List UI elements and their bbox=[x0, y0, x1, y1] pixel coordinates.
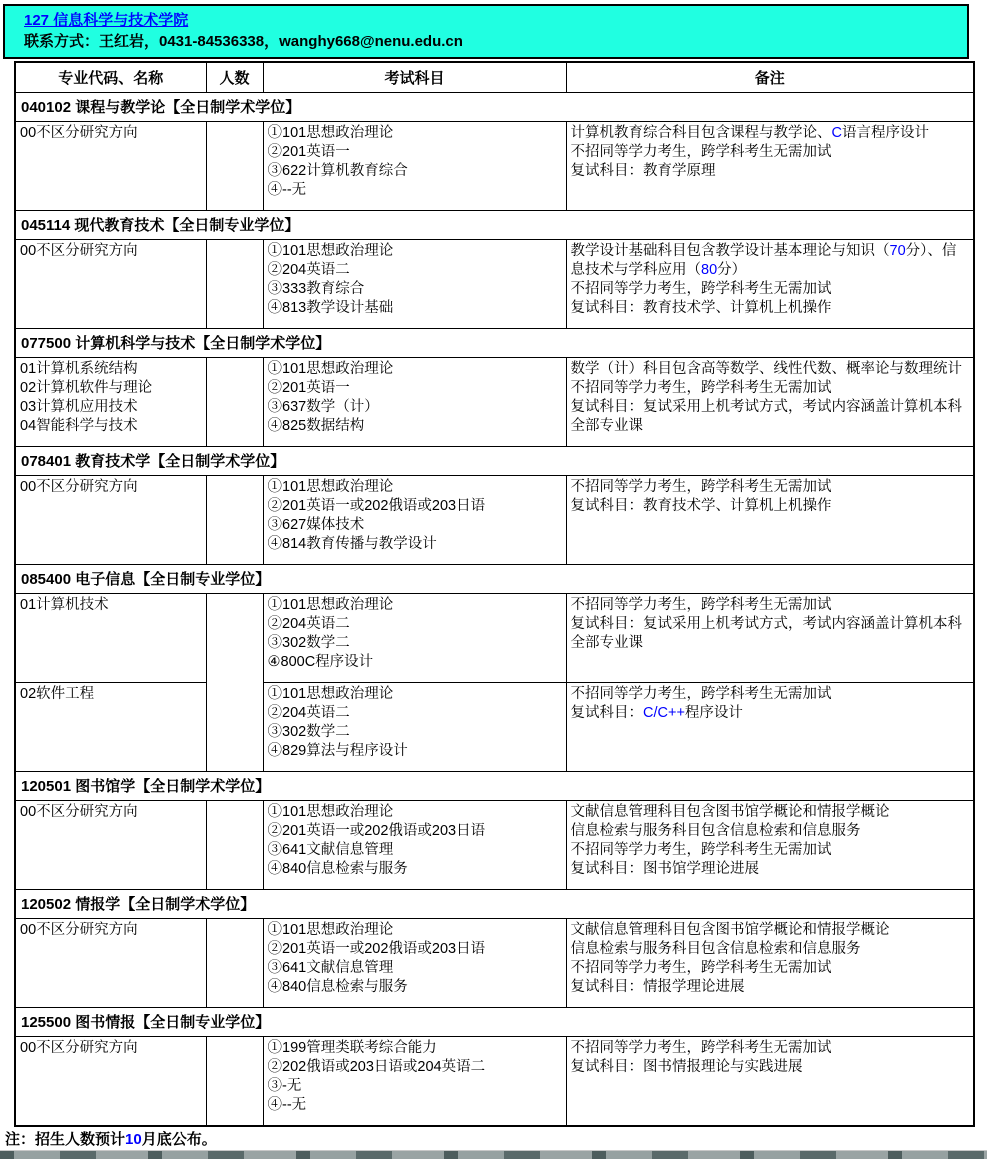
section-header-row bbox=[15, 329, 974, 358]
text-line: ①101思想政治理论 bbox=[267, 597, 394, 613]
exam-subjects-cell bbox=[263, 801, 566, 890]
program-row bbox=[15, 1037, 974, 1127]
enrollment-count-cell bbox=[206, 1037, 263, 1127]
text-line: ①101思想政治理论 bbox=[267, 243, 394, 259]
text-line: 01计算机系统结构 bbox=[20, 361, 138, 377]
text-line: 02计算机软件与理论 bbox=[20, 380, 153, 396]
program-row bbox=[15, 476, 974, 565]
research-directions-cell bbox=[15, 476, 206, 565]
exam-subjects-cell bbox=[263, 358, 566, 447]
research-directions-cell bbox=[15, 1037, 206, 1127]
text-line: ③637数学（计） bbox=[267, 399, 379, 415]
text-line: ④--无 bbox=[267, 182, 307, 198]
remarks-cell bbox=[566, 240, 974, 329]
column-header-program: 专业代码、名称 bbox=[15, 62, 206, 93]
section-title: 120502 情报学【全日制学术学位】 bbox=[15, 890, 974, 919]
section-header-row bbox=[15, 565, 974, 594]
text-line: ③302数学二 bbox=[267, 724, 350, 740]
program-row bbox=[15, 594, 974, 683]
text-line: 不招同等学力考生，跨学科考生无需加试 bbox=[570, 1040, 832, 1056]
text-line: 复试科目：复试采用上机考试方式，考试内容涵盖计算机本科全部专业课 bbox=[570, 616, 962, 651]
research-directions-cell bbox=[15, 358, 206, 447]
text-line: ④813教学设计基础 bbox=[267, 300, 394, 316]
text-line: ③627媒体技术 bbox=[267, 517, 365, 533]
text-line: ①101思想政治理论 bbox=[267, 804, 394, 820]
column-header-count: 人数 bbox=[206, 62, 263, 93]
text-line: 注：招生人数预计10月底公布。 bbox=[5, 1131, 217, 1148]
text-line: ②201英语一 bbox=[267, 380, 350, 396]
remarks-cell bbox=[566, 919, 974, 1008]
exam-subjects-cell bbox=[263, 683, 566, 772]
text-line: 不招同等学力考生，跨学科考生无需加试 bbox=[570, 281, 832, 297]
section-header-row bbox=[15, 890, 974, 919]
text-line: 不招同等学力考生，跨学科考生无需加试 bbox=[570, 960, 832, 976]
exam-subjects-cell bbox=[263, 594, 566, 683]
column-header-remarks: 备注 bbox=[566, 62, 974, 93]
section-title: 077500 计算机科学与技术【全日制学术学位】 bbox=[15, 329, 974, 358]
research-directions-cell bbox=[15, 801, 206, 890]
remarks-cell bbox=[566, 801, 974, 890]
text-line: ①101思想政治理论 bbox=[267, 922, 394, 938]
text-line: 不招同等学力考生，跨学科考生无需加试 bbox=[570, 686, 832, 702]
text-line: 不招同等学力考生，跨学科考生无需加试 bbox=[570, 479, 832, 495]
text-line: 复试科目：图书情报理论与实践进展 bbox=[570, 1059, 803, 1075]
section-title: 078401 教育技术学【全日制学术学位】 bbox=[15, 447, 974, 476]
text-line: 00不区分研究方向 bbox=[20, 1040, 138, 1056]
text-line: ①101思想政治理论 bbox=[267, 361, 394, 377]
section-title: 120501 图书馆学【全日制学术学位】 bbox=[15, 772, 974, 801]
section-title: 045114 现代教育技术【全日制专业学位】 bbox=[15, 211, 974, 240]
program-row bbox=[15, 358, 974, 447]
enrollment-count-cell bbox=[206, 240, 263, 329]
section-header-row bbox=[15, 772, 974, 801]
text-line: 复试科目：教育技术学、计算机上机操作 bbox=[570, 498, 832, 514]
text-line: ①101思想政治理论 bbox=[267, 686, 394, 702]
text-line: ②201英语一或202俄语或203日语 bbox=[267, 823, 486, 839]
enrollment-count-cell bbox=[206, 801, 263, 890]
table-header bbox=[15, 62, 974, 93]
text-line: ②204英语二 bbox=[267, 262, 350, 278]
admissions-table bbox=[14, 61, 975, 1127]
text-line: ③641文献信息管理 bbox=[267, 842, 394, 858]
text-line: ④829算法与程序设计 bbox=[267, 743, 408, 759]
text-line: ①101思想政治理论 bbox=[267, 479, 394, 495]
section-header-row bbox=[15, 93, 974, 122]
text-line: 02软件工程 bbox=[20, 686, 95, 702]
text-line: 复试科目：情报学理论进展 bbox=[570, 979, 745, 995]
research-directions-cell bbox=[15, 122, 206, 211]
admissions-table-body bbox=[15, 93, 974, 1127]
exam-subjects-cell bbox=[263, 122, 566, 211]
section-title: 085400 电子信息【全日制专业学位】 bbox=[15, 565, 974, 594]
text-line: 00不区分研究方向 bbox=[20, 125, 138, 141]
text-line: ④840信息检索与服务 bbox=[267, 979, 408, 995]
section-header-row bbox=[15, 1008, 974, 1037]
text-line: ①101思想政治理论 bbox=[267, 125, 394, 141]
exam-subjects-cell bbox=[263, 919, 566, 1008]
text-line: 00不区分研究方向 bbox=[20, 804, 138, 820]
section-header-row bbox=[15, 211, 974, 240]
text-line: 复试科目：图书馆学理论进展 bbox=[570, 861, 759, 877]
remarks-cell bbox=[566, 122, 974, 211]
text-line: ④800C程序设计 bbox=[267, 654, 374, 670]
text-line: ②201英语一或202俄语或203日语 bbox=[267, 941, 486, 957]
text-line: 00不区分研究方向 bbox=[20, 922, 138, 938]
text-line: ②204英语二 bbox=[267, 616, 350, 632]
enrollment-count-cell bbox=[206, 919, 263, 1008]
text-line: 04智能科学与技术 bbox=[20, 418, 138, 434]
text-line: ④--无 bbox=[267, 1097, 307, 1113]
table-header-row bbox=[15, 62, 974, 93]
program-row bbox=[15, 683, 974, 772]
footnote bbox=[5, 1130, 987, 1149]
college-link[interactable]: 127 信息科学与技术学院 bbox=[24, 12, 189, 29]
text-line: 信息检索与服务科目包含信息检索和信息服务 bbox=[570, 823, 861, 839]
text-line: ①199管理类联考综合能力 bbox=[267, 1040, 437, 1056]
text-line: ④814教育传播与教学设计 bbox=[267, 536, 437, 552]
text-line: 复试科目：C/C++程序设计 bbox=[570, 705, 743, 721]
exam-subjects-cell bbox=[263, 476, 566, 565]
research-directions-cell bbox=[15, 240, 206, 329]
text-line: ④840信息检索与服务 bbox=[267, 861, 408, 877]
enrollment-count-cell bbox=[206, 476, 263, 565]
text-line: ②201英语一或202俄语或203日语 bbox=[267, 498, 486, 514]
text-line: ②202俄语或203日语或204英语二 bbox=[267, 1059, 486, 1075]
research-directions-cell bbox=[15, 594, 206, 683]
text-line: 复试科目：教育学原理 bbox=[570, 163, 716, 179]
enrollment-count-cell bbox=[206, 358, 263, 447]
text-line: ③302数学二 bbox=[267, 635, 350, 651]
section-title: 040102 课程与教学论【全日制学术学位】 bbox=[15, 93, 974, 122]
enrollment-count-cell bbox=[206, 122, 263, 211]
program-row bbox=[15, 122, 974, 211]
text-line: 不招同等学力考生，跨学科考生无需加试 bbox=[570, 842, 832, 858]
research-directions-cell bbox=[15, 919, 206, 1008]
program-row bbox=[15, 240, 974, 329]
remarks-cell bbox=[566, 1037, 974, 1127]
text-line: 00不区分研究方向 bbox=[20, 243, 138, 259]
text-line: 文献信息管理科目包含图书馆学概论和情报学概论 bbox=[570, 922, 890, 938]
college-header bbox=[3, 4, 969, 59]
text-line: 复试科目：教育技术学、计算机上机操作 bbox=[570, 300, 832, 316]
text-line: 01计算机技术 bbox=[20, 597, 109, 613]
text-line: 00不区分研究方向 bbox=[20, 479, 138, 495]
exam-subjects-cell bbox=[263, 240, 566, 329]
section-header-row bbox=[15, 447, 974, 476]
text-line: ②201英语一 bbox=[267, 144, 350, 160]
program-row bbox=[15, 801, 974, 890]
remarks-cell bbox=[566, 476, 974, 565]
text-line: 不招同等学力考生，跨学科考生无需加试 bbox=[570, 144, 832, 160]
column-header-subjects: 考试科目 bbox=[263, 62, 566, 93]
text-line: ③622计算机教育综合 bbox=[267, 163, 408, 179]
section-title: 125500 图书情报【全日制专业学位】 bbox=[15, 1008, 974, 1037]
text-line: 计算机教育综合科目包含课程与教学论、C语言程序设计 bbox=[570, 125, 929, 141]
text-line: 不招同等学力考生，跨学科考生无需加试 bbox=[570, 380, 832, 396]
text-line: 复试科目：复试采用上机考试方式，考试内容涵盖计算机本科全部专业课 bbox=[570, 399, 962, 434]
text-line: 不招同等学力考生，跨学科考生无需加试 bbox=[570, 597, 832, 613]
enrollment-count-cell bbox=[206, 594, 263, 772]
remarks-cell bbox=[566, 594, 974, 683]
exam-subjects-cell bbox=[263, 1037, 566, 1127]
program-row bbox=[15, 919, 974, 1008]
text-line: 03计算机应用技术 bbox=[20, 399, 138, 415]
text-line: ④825数据结构 bbox=[267, 418, 365, 434]
text-line: 文献信息管理科目包含图书馆学概论和情报学概论 bbox=[570, 804, 890, 820]
text-line: 数学（计）科目包含高等数学、线性代数、概率论与数理统计 bbox=[570, 361, 962, 377]
text-line: 教学设计基础科目包含教学设计基本理论与知识（70分）、信息技术与学科应用（80分） bbox=[570, 243, 957, 278]
remarks-cell bbox=[566, 683, 974, 772]
remarks-cell bbox=[566, 358, 974, 447]
text-line: ③641文献信息管理 bbox=[267, 960, 394, 976]
research-directions-cell bbox=[15, 683, 206, 772]
text-line: ②204英语二 bbox=[267, 705, 350, 721]
text-line: ③333教育综合 bbox=[267, 281, 365, 297]
text-line: ③-无 bbox=[267, 1078, 302, 1094]
text-line: 信息检索与服务科目包含信息检索和信息服务 bbox=[570, 941, 861, 957]
contact-info: 联系方式：王红岩，0431-84536338，wanghy668@nenu.edu.cn bbox=[24, 33, 463, 50]
